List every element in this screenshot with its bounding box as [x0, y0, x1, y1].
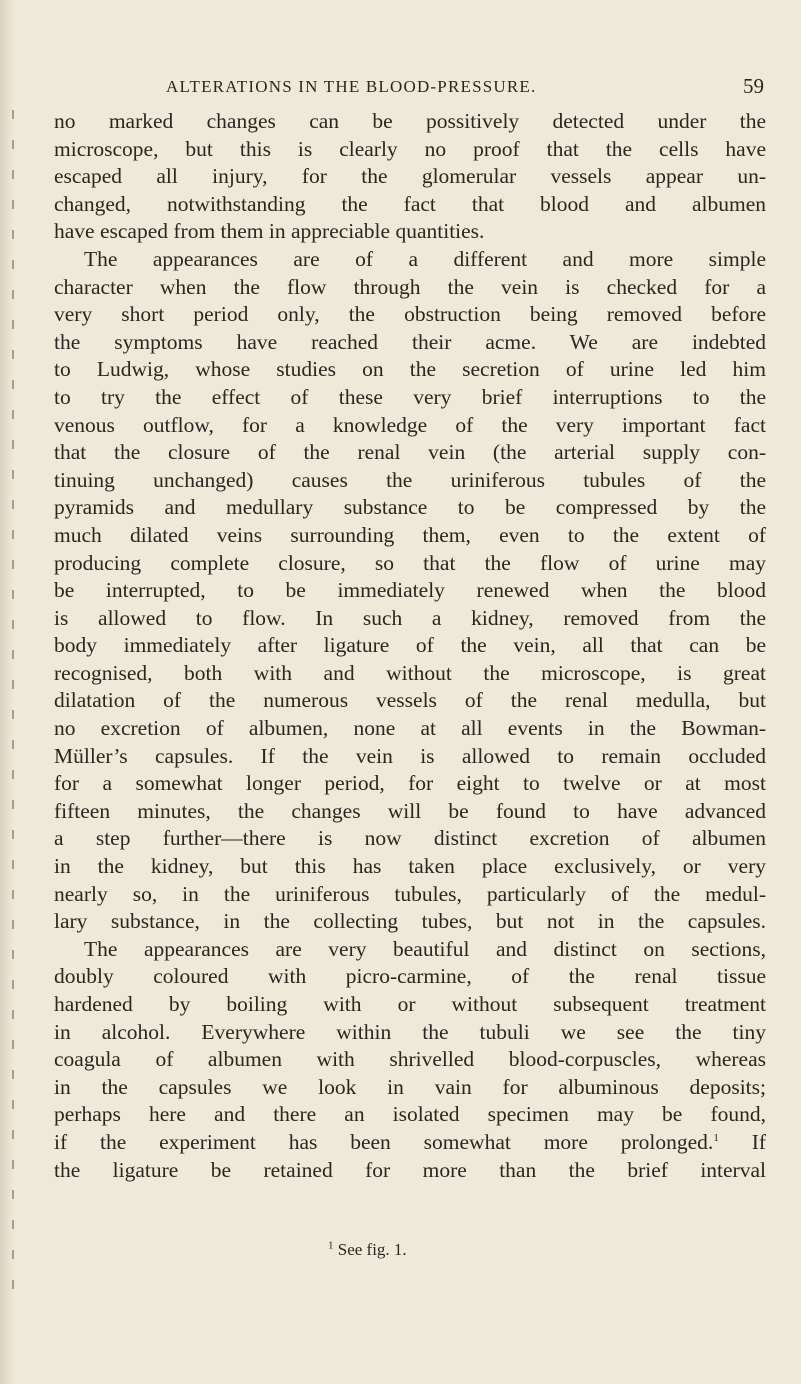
text-line: the ligature be retained for more than the brief interval [54, 1157, 766, 1182]
text-line: escaped all injury, for the glomerular vessels appear un- [54, 164, 766, 189]
text-line: nearly so, in the uriniferous tubules, particularly of the medul- [54, 881, 766, 906]
text-line: coagula of albumen with shrivelled blood-corpuscles, whereas [54, 1047, 766, 1072]
text-line: no excretion of albumen, none at all events in the Bowman- [54, 716, 766, 741]
text-line: recognised, both with and without the microscope, is great [54, 660, 766, 685]
text-line: in alcohol. Everywhere within the tubuli we see the tiny [54, 1019, 766, 1044]
text-line: pyramids and medullary substance to be compressed by the [54, 495, 766, 520]
text-line: that the closure of the renal vein (the arterial supply con- [54, 440, 766, 465]
text-line: the symptoms have reached their acme. We are indebted [54, 329, 766, 354]
text-line: be interrupted, to be immediately renewed when the blood [54, 578, 766, 603]
text-line: changed, notwithstanding the fact that blood and albumen [54, 191, 766, 216]
body-text [54, 108, 766, 1184]
binding-shadow [12, 110, 14, 1310]
text-line: in the capsules we look in vain for albuminous deposits; [54, 1074, 766, 1099]
text-line-with-note [54, 1129, 766, 1157]
running-head: ALTERATIONS IN THE BLOOD-PRESSURE. [166, 77, 537, 96]
text-line: The appearances are of a different and more simple [84, 246, 766, 271]
text-line: is allowed to flow. In such a kidney, removed from the [54, 605, 766, 630]
text-line: no marked changes can be possitively detected under the [54, 109, 766, 133]
text-line: dilatation of the numerous vessels of the renal medulla, but [54, 688, 766, 713]
text-line: tinuing unchanged) causes the uriniferous tubules of the [54, 467, 766, 492]
text-line: a step further—there is now distinct excretion of albumen [54, 826, 766, 851]
text-line: hardened by boiling with or without subsequent treatment [54, 992, 766, 1016]
text-line: lary substance, in the collecting tubes, but not in the capsules. [54, 909, 766, 934]
text-line: very short period only, the obstruction being removed before [54, 302, 766, 327]
text-line: doubly coloured with picro-carmine, of the renal tissue [54, 964, 766, 989]
footnote [328, 1240, 407, 1260]
page-number: 59 [743, 74, 764, 98]
text-line: body immediately after ligature of the vein, all that can be [54, 633, 766, 658]
text-line: microscope, but this is clearly no proof that the cells have [54, 136, 766, 161]
text-line: to Ludwig, whose studies on the secretion of urine led him [54, 357, 766, 382]
text-line: have escaped from them in appreciable quantities. [54, 219, 485, 244]
text-line: for a somewhat longer period, for eight to twelve or at most [54, 771, 766, 796]
text-line: perhaps here and there an isolated specimen may be found, [54, 1102, 766, 1127]
text-line: producing complete closure, so that the flow of urine may [54, 550, 766, 575]
text-line: The appearances are very beautiful and distinct on sections, [84, 936, 766, 961]
page-header [96, 74, 764, 107]
text-fragment: if the experiment has been somewhat more prolonged. [54, 1129, 714, 1154]
footnote-text: See fig. 1. [337, 1240, 407, 1259]
text-line: in the kidney, but this has taken place exclusively, or very [54, 854, 766, 879]
text-line: Müller’s capsules. If the vein is allowed to remain occluded [54, 743, 766, 768]
text-line: character when the flow through the vein is checked for a [54, 274, 766, 299]
text-line: to try the effect of these very brief interruptions to the [54, 384, 766, 409]
footnote-marker: 1 [328, 1239, 334, 1252]
text-line: venous outflow, for a knowledge of the very important fact [54, 412, 766, 437]
text-line: fifteen minutes, the changes will be found to have advanced [54, 798, 766, 823]
text-line: much dilated veins surrounding them, even to the extent of [54, 522, 766, 547]
text-fragment: If [751, 1129, 767, 1154]
footnote-ref: 1 [713, 1131, 719, 1144]
